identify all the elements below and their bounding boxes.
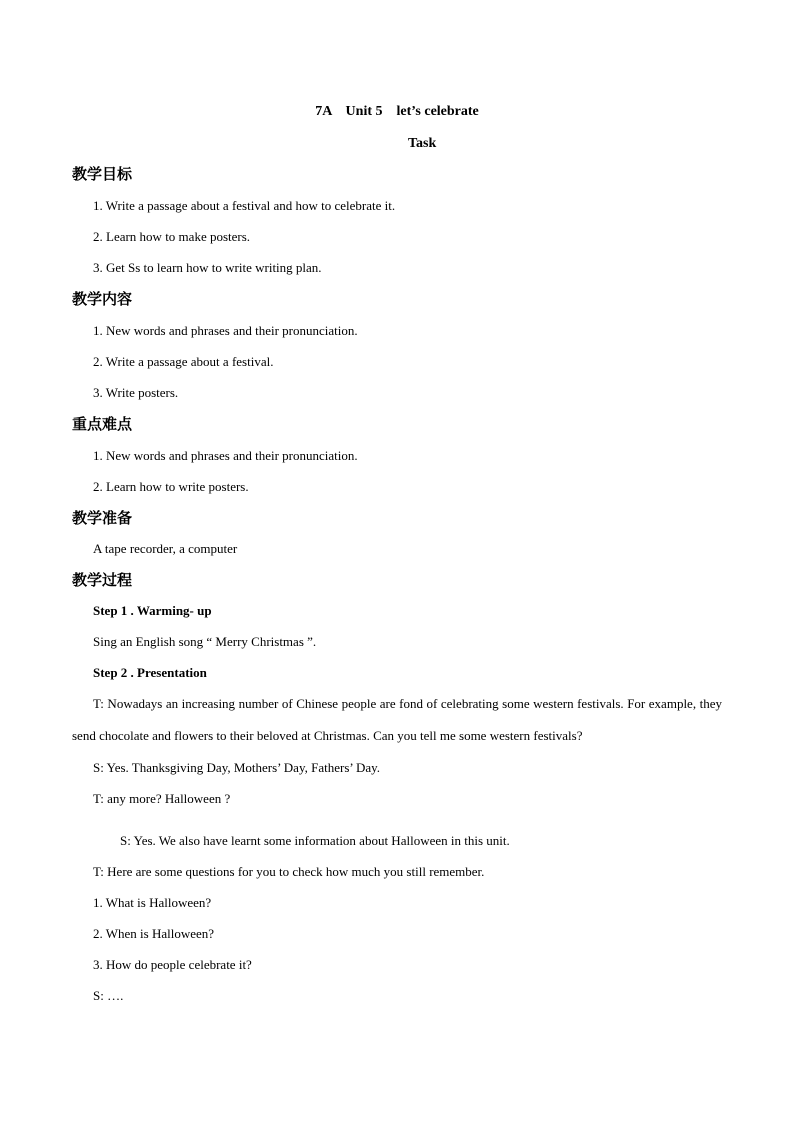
document-subtitle: Task (408, 136, 437, 151)
question-item: 1. What is Halloween? (93, 895, 212, 910)
document-title: 7A Unit 5 let’s celebrate (315, 104, 479, 119)
dialogue-line: S: Yes. We also have learnt some information about Halloween in this unit. (120, 833, 510, 848)
section-heading-preparation: 教学准备 (72, 509, 133, 527)
dialogue-paragraph: T: Nowadays an increasing number of Chinese people are fond of celebrating some western festivals. For example, they send chocolate and flowers to their beloved at Christmas. Can you tell me some western festivals? (72, 696, 722, 743)
preparation-text: A tape recorder, a computer (93, 541, 238, 556)
objective-item: 2. Learn how to make posters. (93, 229, 251, 244)
dialogue-line: S: Yes. Thanksgiving Day, Mothers’ Day, Fathers’ Day. (93, 760, 381, 775)
content-item: 2. Write a passage about a festival. (93, 354, 274, 369)
objective-item: 1. Write a passage about a festival and how to celebrate it. (93, 198, 396, 213)
content-item: 3. Write posters. (93, 385, 179, 400)
content-item: 1. New words and phrases and their pronunciation. (93, 323, 358, 338)
question-item: 3. How do people celebrate it? (93, 957, 252, 972)
question-item: 2. When is Halloween? (93, 926, 215, 941)
section-heading-objectives: 教学目标 (72, 165, 133, 183)
section-heading-process: 教学过程 (72, 571, 133, 589)
key-point-item: 2. Learn how to write posters. (93, 479, 249, 494)
dialogue-line: T: Here are some questions for you to check how much you still remember. (93, 864, 485, 879)
section-heading-key-points: 重点难点 (72, 415, 133, 433)
key-point-item: 1. New words and phrases and their pronunciation. (93, 448, 358, 463)
objective-item: 3. Get Ss to learn how to write writing plan. (93, 260, 322, 275)
section-heading-content: 教学内容 (72, 290, 133, 308)
dialogue-line: S: …. (93, 988, 124, 1003)
step-2-title: Step 2 . Presentation (93, 665, 207, 680)
step-1-text: Sing an English song “ Merry Christmas ”. (93, 634, 317, 649)
dialogue-line: T: any more? Halloween ? (93, 791, 231, 806)
step-1-title: Step 1 . Warming- up (93, 603, 212, 618)
